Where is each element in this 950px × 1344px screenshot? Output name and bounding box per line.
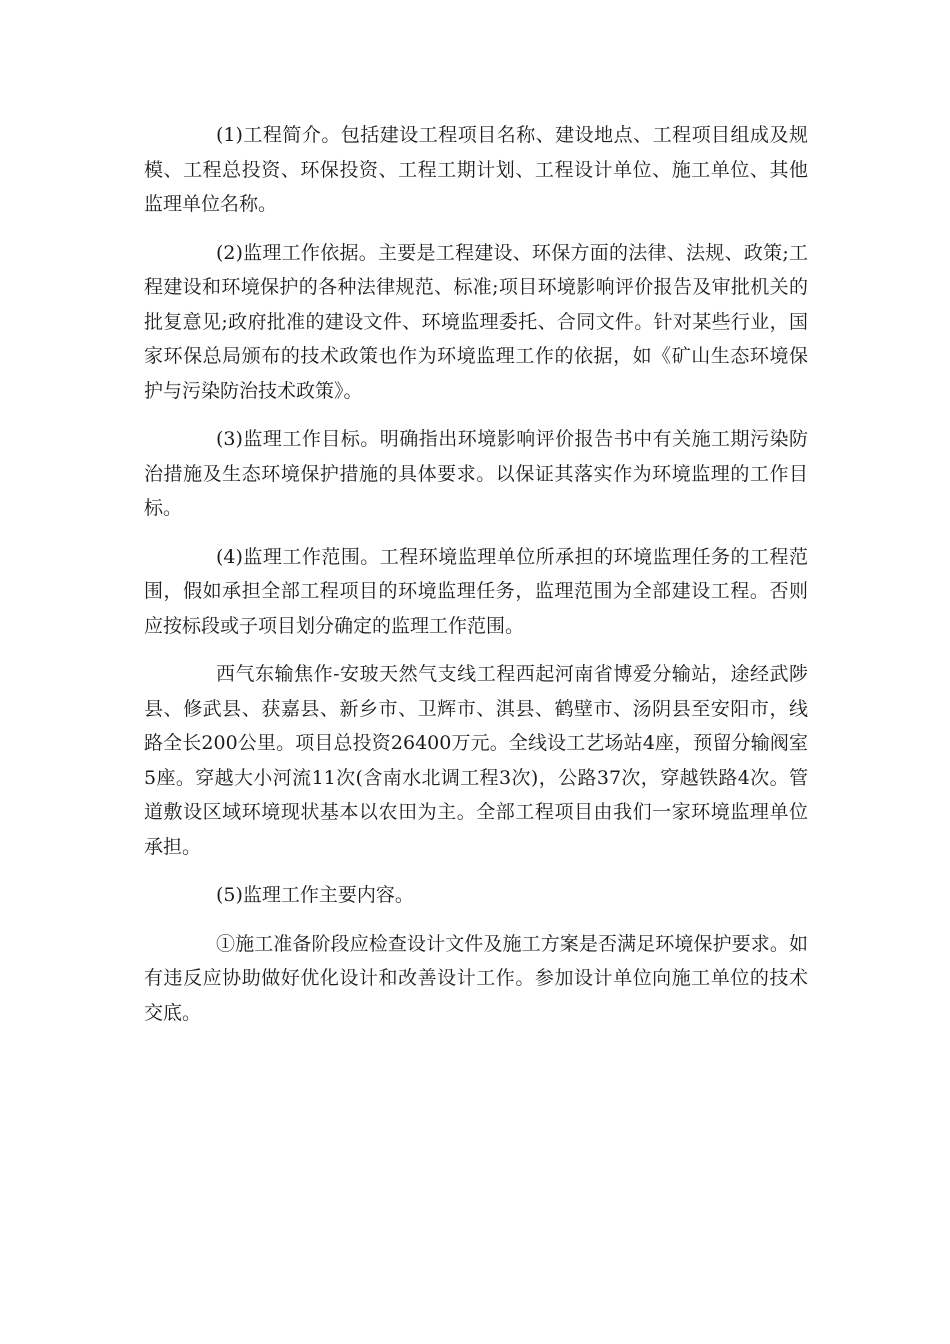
paragraph-project-example: 西气东输焦作-安玻天然气支线工程西起河南省博爱分输站，途经武陟县、修武县、获嘉县、新乡市、卫辉市、淇县、鹤壁市、汤阴县至安阳市，线路全长200公里。项目总投资26400万元。全线设工艺场站4座，预留分输阀室5座。穿越大小河流11次(含南水北调工程3次)，公路37次，穿越铁路4次。管道敷设区域环境现状基本以农田为主。全部工程项目由我们一家环境监理单位承担。 — [144, 663, 808, 858]
paragraph-supervision-goals: (3)监理工作目标。明确指出环境影响评价报告书中有关施工期污染防治措施及生态环境保护措施的具体要求。以保证其落实作为环境监理的工作目标。 — [144, 428, 808, 519]
paragraph-supervision-scope: (4)监理工作范围。工程环境监理单位所承担的环境监理任务的工程范围，假如承担全部工程项目的环境监理任务，监理范围为全部建设工程。否则应按标段或子项目划分确定的监理工作范围。 — [144, 545, 808, 637]
paragraph-preparation-stage: ①施工准备阶段应检查设计文件及施工方案是否满足环境保护要求。如有违反应协助做好优化设计和改善设计工作。参加设计单位向施工单位的技术交底。 — [144, 932, 808, 1024]
paragraph-main-content-heading: (5)监理工作主要内容。 — [216, 884, 414, 906]
paragraph-supervision-basis: (2)监理工作依据。主要是工程建设、环保方面的法律、法规、政策;工程建设和环境保护的各种法律规范、标准;项目环境影响评价报告及审批机关的批复意见;政府批准的建设文件、环境监理委托、合同文件。针对某些行业，国家环保总局颁布的技术政策也作为环境监理工作的依据，如《矿山生态环境保护与污染防治技术政策》。 — [144, 241, 808, 402]
paragraph-project-intro: (1)工程简介。包括建设工程项目名称、建设地点、工程项目组成及规模、工程总投资、环保投资、工程工期计划、工程设计单位、施工单位、其他监理单位名称。 — [144, 124, 808, 215]
document-body — [144, 118, 808, 1044]
